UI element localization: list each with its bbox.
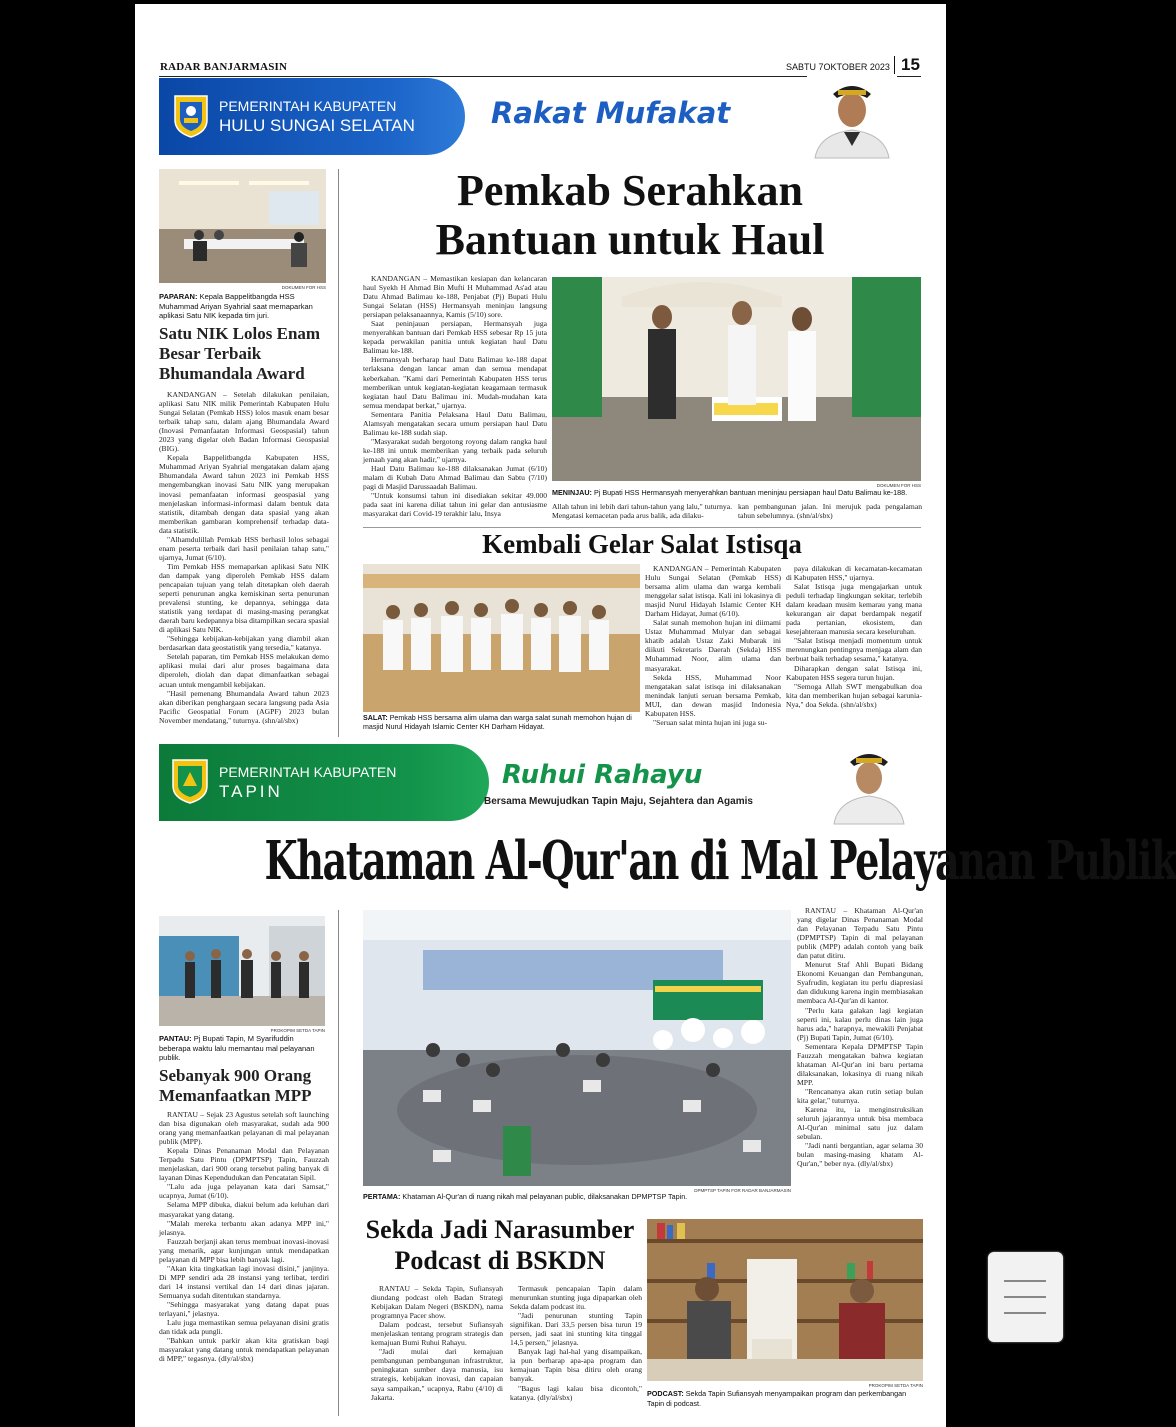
satu-nik-headline: Satu NIK Lolos Enam Besar Terbaik Bhumandala Award (159, 324, 321, 383)
podcast-article-col2 (510, 1284, 642, 1414)
article-paragraph: paya dilakukan di kecamatan-kecamatan di Kabupaten HSS," ujarnya. (786, 564, 922, 583)
tapin-tagline: Bersama Mewujudkan Tapin Maju, Sejahtera dan Agamis (484, 796, 753, 807)
khataman-photo (363, 910, 791, 1186)
article-paragraph: "Seruan salat minta hujan ini juga su- (653, 717, 768, 727)
column-rule-2 (338, 910, 339, 1416)
podcast-article-col1 (371, 1284, 503, 1414)
header-divider (894, 56, 895, 74)
article-paragraph: Salat sunah memohon hujan ini diimami Ustaz Muhammad Mulyar dan sebagai khatib adalah Ustaz Zaki Mubarak ini diikuti Sekretaris Daerah (Sekda) HSS Muhammad Noor, alim ulama dan masyarakat. (645, 618, 781, 673)
podcast-headline-line2: Podcast di BSKDN (394, 1246, 606, 1275)
article-paragraph: "Sehingga masyarakat yang datang dapat puas terlayani," jelasnya. (159, 1299, 329, 1319)
khataman-headline: Khataman Al-Qur'an di Mal Pelayanan Publik (264, 830, 1176, 892)
article-paragraph: "Akan kita tingkatkan lagi inovasi disini," janjinya. Di MPP sendiri ada 28 instansi yang terlibat, terdiri dari 14 instansi vertikal dan 14 dari dinas jajaran. Semuanya sudah ditentukan standarnya. (159, 1263, 329, 1300)
article-paragraph: Selama MPP dibuka, diakui belum ada keluhan dari masyarakat yang datang. (159, 1200, 329, 1219)
haul-headline-line2: Bantuan untuk Haul (435, 215, 825, 264)
article-paragraph: RANTAU – Khataman Al-Qur'an yang digelar Dinas Penanaman Modal dan Pelayanan Terpadu Satu Pintu (DPMPTSP) Tapin di mal pelayanan publik (MPP) adalah contoh yang baik dan patut ditiru. (797, 906, 923, 961)
article-paragraph: "Alhamdulillah Pemkab HSS berhasil lolos sebagai enam peserta terbaik dari hasil penilaian tahap satu," ujarnya, Jumat (6/10). (159, 534, 329, 562)
khataman-caption-text: Khataman Al-Qur'an di ruang nikah mal pelayanan public, dilaksanakan DPMPTSP Tapin. (402, 1192, 688, 1201)
istisqa-caption (363, 714, 641, 732)
article-paragraph: "Bagus lagi kalau bisa dicontoh," katanya. (dly/al/sbx) (510, 1383, 642, 1402)
article-paragraph: Dalam podcast, tersebut Sufiansyah menjelaskan tentang program strategis dan kemajuan Bumi Ruhui Rahayu. (371, 1320, 503, 1348)
tapin-banner-line1: PEMERINTAH KABUPATEN (219, 764, 397, 780)
newspaper-name: RADAR BANJARMASIN (160, 61, 288, 73)
pantau-photo-credit: PROKOPIM SETDA TAPIN (270, 1028, 325, 1033)
article-paragraph: "Lalu ada juga pelayanan kata dari Samsat," ucapnya, Jumat (6/10). (159, 1182, 329, 1201)
article-paragraph: "Jadi mulai dari kemajuan pembangunan pembangunan infrastruktur, peningkatan sumber daya manusia, isu strategis, kebijakan inovasi, dan capaian saya sampaikan," ucapnya, Rabu (4/10) di Jakarta. (371, 1347, 503, 1402)
mpp-article (159, 1110, 329, 1410)
article-paragraph: RANTAU – Sejak 23 Agustus setelah soft launching dan bisa digunakan oleh masyarakat, sudah ada 900 orang yang memanfaatkan pelayanan di mal pelayanan publik (MPP). (159, 1110, 329, 1147)
article-paragraph: "Salat Istisqa menjadi momentum untuk merenungkan pentingnya menjaga alam dan berbuat baik terhadap sesama," katanya. (786, 636, 922, 664)
article-paragraph: Sementara Kepala DPMPTSP Tapin Fauzzah mengatakan bahwa kegiatan khataman Al-Qur'an ini baru pertama dilaksanakan, lokasinya di ruang nikah MPP. (797, 1041, 923, 1087)
pantau-caption (159, 1034, 327, 1063)
article-paragraph: "Masyarakat sudah bergotong royong dalam rangka haul ke-188 ini untuk memberikan yang terbaik pada seluruh jemaah yang akan hadir," ujarnya. (363, 436, 547, 464)
podcast-caption-text: Sekda Tapin Sufiansyah menyampaikan program dan perkembangan Tapin di podcast. (647, 1389, 907, 1408)
khataman-caption-label: PERTAMA: (363, 1192, 401, 1201)
article-paragraph: Fauzzah berjanji akan terus membuat inovasi-inovasi yang menarik, agar kunjungan untuk mendapatkan pelayanan di MPP bisa lebih banyak lagi. (159, 1236, 329, 1264)
podcast-caption (647, 1389, 925, 1408)
handle-line-icon (1004, 1312, 1046, 1314)
haul-col2-text: Allah tahun ini lebih dari tahun-tahun yang lalu," tuturnya. Mengatasi kemacetan pada arus balik, ada dilaku- (552, 502, 732, 521)
tapin-emblem-icon (171, 758, 209, 804)
haul-photo (552, 277, 921, 481)
article-paragraph: KANDANGAN – Setelah dilakukan penilaian, aplikasi Satu NIK milik Pemerintah Kabupaten Hulu Sungai Selatan (Pemkab HSS) lolos masuk enam besar terbaik tahap satu, dalam ajang Bhumandala Award (Inovasi Pemanfaatan Informasi Geospasial) tahun 2023 yang digelar oleh Badan Informasi Geospasial (BIG). (159, 390, 329, 454)
satu-nik-article (159, 390, 329, 734)
article-paragraph: Kepala Bappelitbangda Kabupaten HSS, Muhammad Ariyan Syahrial mengatakan dalam ajang Bhumandala Award tahun 2023 ini Pemkab HSS mengembangkan inovasi Satu NIK yang merupakan inovasi pemanfaatan informasi geospasial yang menjelaskan informasi-informasi dalam bentuk data statistik, ditambah dengan data spasial yang akan memberikan gambaran komprehensif terhadap data-data statistik. (159, 453, 329, 535)
haul-col3-text: kan pembangunan jalan. Ini merujuk pada pengalaman tahun sebelumnya. (shn/al/sbx) (738, 502, 922, 521)
khataman-article (797, 906, 923, 1204)
article-paragraph: "Bahkan untuk parkir akan kita gratiskan bagi masyarakat yang datang untuk mendapatkan pelayanan di MPP," tegasnya. (dly/al/sbx) (159, 1336, 329, 1364)
paparan-caption-label: PAPARAN: (159, 292, 198, 301)
article-paragraph: Banyak lagi hal-hal yang disampaikan, ia pun berharap apa-apa program dan kemajuan Tapin bisa ditiru oleh orang banyak. (510, 1347, 642, 1384)
podcast-caption-label: PODCAST: (647, 1389, 684, 1398)
hss-emblem-icon (173, 94, 209, 138)
haul-article-col2 (552, 502, 732, 524)
paparan-photo (159, 169, 326, 283)
hss-banner (159, 78, 465, 155)
article-paragraph: Sekda HSS, Muhammad Noor mengatakan salat istisqa ini dilaksanakan menindak lanjuti seruan bersama Pemkab, MUI, dan dewan masjid Indonesia Kabupaten HSS. (645, 672, 781, 718)
article-paragraph: Karena itu, ia menginstruksikan seluruh jajarannya untuk bisa membaca Al-Qur'an minimal satu juz dalam sebulan. (797, 1105, 923, 1142)
article-paragraph: Menurut Staf Ahli Bupati Bidang Ekonomi Keuangan dan Pembangunan, Syafrudin, kegiatan itu perlu diapresiasi dan didukung karena ingin membiasakan membaca Al-Qur'an di kantor. (797, 960, 923, 1006)
haul-article-col1 (363, 274, 547, 526)
khataman-photo-credit: DPMPTSP TAPIN FOR RADAR BANJARMASIN (694, 1188, 791, 1193)
article-paragraph: Saat peninjauan persiapan, Hermansyah juga menyerahkan bantuan dari Pemkab HSS sebesar Rp 15 juta kepada perwakilan panitia untuk kegiatan haul Datu Balimau ke-188. (363, 319, 547, 356)
article-paragraph: Haul Datu Balimau ke-188 dilaksanakan Jumat (6/10) malam di Kubah Datu Ahmad Balimau dan Sabtu (7/10) pagi di Masjid Darussaadah Balimau. (363, 463, 547, 492)
handle-line-icon (1004, 1280, 1046, 1282)
istisqa-article-col1 (645, 564, 781, 736)
article-paragraph: "Hasil pemenang Bhumandala Award tahun 2023 akan diberikan penghargaan secara langsung pada Asia Pacific Geospatial Forum (AGPF) 2023 bulan November mendatang," tuturnya. (shn/al/sbx) (159, 688, 329, 725)
article-paragraph: Salat Istisqa juga mengajarkan untuk peduli terhadap lingkungan sekitar, terlebih dalam keadaan musim kemarau yang mana kekurangan air dapat berdampak negatif pada pertanian, ekosistem, dan kesejahteraan manusia secara keseluruhan. (786, 582, 922, 637)
article-paragraph: Sementara Panitia Pelaksana Haul Datu Balimau, Alamsyah mengatakan secara umum persiapan haul Datu Balimau ke-188 sudah siap. (363, 409, 547, 437)
article-paragraph: RANTAU – Sekda Tapin, Sufiansyah diundang podcast oleh Badan Strategi Kebijakan Dalam Negeri (BSKDN), nama programnya Pacer show. (371, 1284, 503, 1321)
article-paragraph: Termasuk pencapaian Tapin dalam menurunkan stunting juga dipaparkan oleh Sekda dalam podcast itu. (510, 1284, 642, 1312)
article-paragraph: "Perlu kata galakan lagi kegiatan seperti ini, kalau perlu dinas lain juga harus ada," harapnya, mewakili Penjabat (Pj) Bupati Tapin, Jumat (6/10). (797, 1005, 923, 1042)
tapin-banner-line2: TAPIN (219, 782, 283, 801)
istisqa-headline: Kembali Gelar Salat Istisqa (482, 529, 802, 559)
article-paragraph: "Jadi nanti bergantian, agar selama 30 bulan masing-masing khatam Al-Qur'an," beber nya. (dly/al/sbx) (797, 1141, 923, 1169)
istisqa-caption-text: Pemkab HSS bersama alim ulama dan warga salat sunah memohon hujan di masjid Nurul Hidayah Islamic Center KH Darham Hidayat. (363, 714, 632, 731)
page-scroll-handle[interactable] (988, 1252, 1063, 1342)
article-paragraph: KANDANGAN – Memastikan kesiapan dan kelancaran haul Syekh H Ahmad Bin Mufti H Muhammad As'ad atau Datu Ahmad Balimau ke-188, Penjabat (Pj) Bupati Hulu Sungai Selatan (HSS) Hermansyah meninjau langsung persiapan pelaksanaannya, Kamis (5/10) sore. (363, 274, 547, 320)
article-paragraph: "Jadi penurunan stunting Tapin signifikan. Dari 33,5 persen bisa turun 19 persen, jadi saat ini stunting kita tinggal 14,5 persen," jelasnya. (510, 1311, 642, 1348)
pantau-caption-label: PANTAU: (159, 1034, 192, 1043)
article-paragraph: Lalu juga memastikan semua pelayanan disini gratis dan tidak ada pungli. (159, 1318, 329, 1337)
khataman-caption (363, 1192, 791, 1202)
paparan-photo-credit: DOKUMEN FOR HSS (281, 285, 326, 290)
column-rule (338, 169, 339, 737)
hss-banner-line1: PEMERINTAH KABUPATEN (219, 98, 397, 114)
paparan-caption (159, 292, 327, 321)
haul-photo-credit: DOKUMEN FOR HSS (876, 483, 921, 488)
podcast-photo (647, 1219, 923, 1381)
issue-date: SABTU 7OKTOBER 2023 (786, 62, 890, 72)
pantau-photo (159, 916, 325, 1026)
podcast-headline-line1: Sekda Jadi Narasumber (365, 1215, 635, 1244)
article-paragraph: "Semoga Allah SWT mengabulkan doa kita dan memberikan hujan sebagai karunia-Nya," doa Sekda. (shn/al/sbx) (786, 681, 922, 709)
tapin-bupati-portrait (828, 740, 910, 824)
mpp-headline: Sebanyak 900 Orang Memanfaatkan MPP (159, 1066, 312, 1105)
istisqa-photo (363, 564, 640, 712)
haul-article-col3 (738, 502, 922, 524)
hss-bupati-portrait (807, 76, 897, 158)
article-paragraph: Kepala Dinas Penanaman Modal dan Pelayanan Terpadu Satu Pintu (DPMPTSP) Tapin, Fauzzah menjelaskan, dari 900 orang tersebut paling banyak di layanan Dinas Kependudukan dan Pencatatan Sipil. (159, 1146, 329, 1183)
paparan-caption-text: Kepala Bappelitbangda HSS Muhammad Ariyan Syahrial saat memaparkan aplikasi Satu NIK kepada tim juri. (159, 292, 313, 321)
article-paragraph: Tim Pemkab HSS memaparkan aplikasi Satu NIK dan dampak yang diperoleh Pemkab HSS dalam pencapaian tujuan yang telah ditetapkan oleh daerah seperti penurunan angka kemiskinan serta penurunan prevalensi stunting, ke depannya, sehingga data statistik yang terdapat di masing-masing perangkat daerah baru kedepannya bisa ditampilkan secara spasial di aplikasi Satu NIK. (159, 561, 329, 635)
tapin-slogan: Ruhui Rahayu (502, 760, 703, 790)
page-number: 15 (901, 55, 920, 74)
article-paragraph: "Malah mereka terbantu akan adanya MPP ini," jelasnya. (159, 1218, 329, 1237)
article-paragraph: "Sehingga kebijakan-kebijakan yang diambil akan berdasarkan data geostatistik yang tersedia," katanya. (159, 634, 329, 653)
article-paragraph: KANDANGAN – Pemerintah Kabupaten Hulu Sungai Selatan (Pemkab HSS) bersama alim ulama dan warga kembali menggelar salat istisqa. Kali ini lokasinya di masjid Nurul Hidayah Islamic Center KH Darham Hidayat, Jumat (6/10). (645, 564, 781, 619)
article-paragraph: Setelah paparan, tim Pemkab HSS melakukan demo aplikasi mulai dari alur proses bagaimana data diperoleh, diolah dan dapat dimanfaatkan sebagai acuan untuk mengambil kebijakan. (159, 652, 329, 689)
hss-banner-line2: HULU SUNGAI SELATAN (219, 116, 415, 135)
hss-slogan: Rakat Mufakat (491, 96, 731, 130)
istisqa-caption-label: SALAT: (363, 714, 388, 722)
haul-caption (552, 488, 922, 498)
article-paragraph: "Rencananya akan rutin setiap bulan kita gelar," tuturnya. (797, 1086, 923, 1105)
tapin-banner (159, 744, 489, 821)
article-paragraph: Diharapkan dengan salat Istisqa ini, Kabupaten HSS segera turun hujan. (786, 663, 922, 682)
newspaper-page (135, 4, 1176, 1427)
article-paragraph: Hermansyah berharap haul Datu Balimau ke-188 dapat terlaksana dengan lancar aman dan semua mendapat keberkahan. "Kami dari Pemerintah Kabupaten HSS terus memberikan untuk kegiatan-kegiatan keagamaan termasuk kegiatan haul Datu Balimau ini. Mudah-mudahan kata semua mendapat berkat," ujarnya. (363, 355, 547, 410)
podcast-photo-credit: PROKOPIM SETDA TAPIN (868, 1383, 923, 1388)
article-paragraph: "Untuk konsumsi tahun ini disediakan sekitar 49.000 pada saat ini karena diliat tahun ini gelar dan antusiasme masyarakat dari Covid-19 terakhir lalu, Insya (363, 491, 547, 519)
haul-caption-label: MENINJAU: (552, 488, 592, 497)
haul-caption-text: Pj Bupati HSS Hermansyah menyerahkan bantuan meninjau persiapan haul Datu Balimau ke-188. (593, 488, 908, 497)
pantau-caption-text: Pj Bupati Tapin, M Syarifuddin beberapa waktu lalu memantau mal pelayanan publik. (159, 1034, 315, 1063)
istisqa-article-col2 (786, 564, 922, 736)
haul-headline-line1: Pemkab Serahkan (457, 166, 803, 215)
handle-line-icon (1004, 1296, 1046, 1298)
